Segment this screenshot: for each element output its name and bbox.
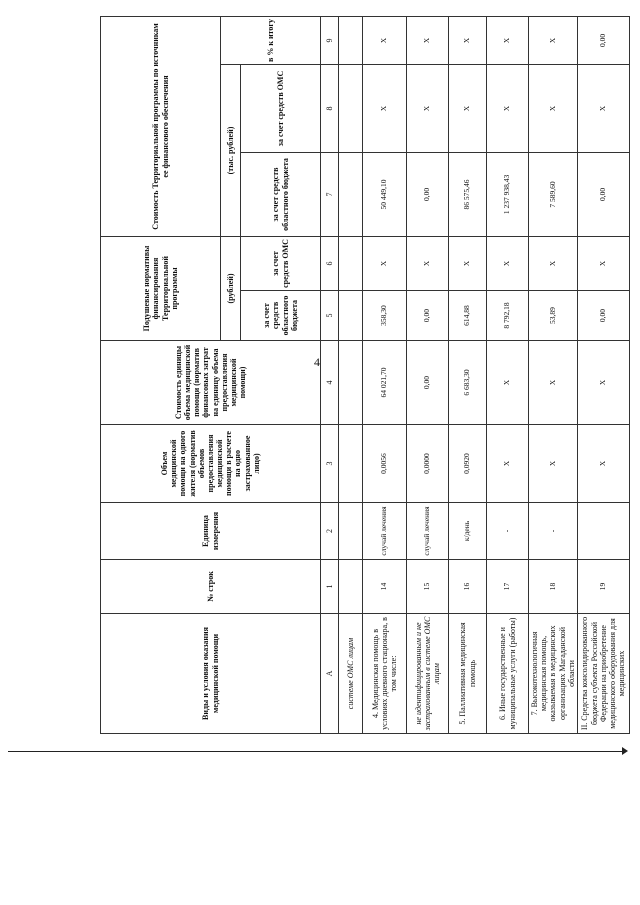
row-label: 5. Паллиативная медицинская помощь (449, 614, 487, 734)
table-row (529, 16, 578, 733)
row-cell (339, 560, 363, 614)
row-cell (339, 503, 363, 560)
program-cost-table (100, 16, 630, 734)
row-cell: 19 (577, 560, 629, 614)
page-number: 4 (314, 355, 320, 369)
index-cell: 6 (321, 236, 339, 290)
header-budget-norm: за счет средств областного бюджета (241, 291, 321, 341)
row-cell: 0,0056 (363, 425, 407, 503)
table-row (363, 16, 407, 733)
row-cell (339, 341, 363, 425)
row-cell (339, 16, 363, 64)
row-cell (339, 236, 363, 290)
row-cell: Х (487, 425, 529, 503)
table-row (449, 16, 487, 733)
row-cell: Х (529, 16, 578, 64)
row-cell: Х (577, 64, 629, 152)
header-rubles: (рублей) (221, 236, 241, 340)
row-cell: Х (487, 16, 529, 64)
row-cell: Х (529, 236, 578, 290)
row-cell: 0,0920 (449, 425, 487, 503)
row-cell: 0,0000 (407, 425, 449, 503)
header-oms-cost: за счет средств ОМС (241, 64, 321, 152)
header-budget-cost: за счет средств областного бюджета (241, 152, 321, 236)
table-row (487, 16, 529, 733)
row-cell: Х (577, 425, 629, 503)
row-cell: Х (529, 341, 578, 425)
row-cell: 18 (529, 560, 578, 614)
row-cell: 6 683,30 (449, 341, 487, 425)
row-cell: Х (577, 236, 629, 290)
row-cell: Х (407, 236, 449, 290)
row-cell: 0,00 (407, 341, 449, 425)
row-cell (339, 152, 363, 236)
row-cell: Х (529, 425, 578, 503)
row-cell (577, 503, 629, 560)
row-cell: 0,00 (577, 152, 629, 236)
rotated-table-block (100, 17, 627, 734)
index-cell: 7 (321, 152, 339, 236)
header-oms-norm: за счет средств ОМС (241, 236, 321, 290)
table-row (339, 16, 363, 733)
row-cell: 86 575,46 (449, 152, 487, 236)
row-cell (339, 291, 363, 341)
row-cell: к/день (449, 503, 487, 560)
row-cell: случай лечения (407, 503, 449, 560)
index-row (321, 16, 339, 733)
table-row (577, 16, 629, 733)
row-cell: 8 792,18 (487, 291, 529, 341)
row-label: не идентифицированным и не застрахованным в системе ОМС лицам (407, 614, 449, 734)
row-cell: - (487, 503, 529, 560)
index-cell: 1 (321, 560, 339, 614)
row-cell: 50 449,10 (363, 152, 407, 236)
row-cell: 17 (487, 560, 529, 614)
index-cell: А (321, 614, 339, 734)
row-cell: Х (449, 236, 487, 290)
row-cell: 0,00 (407, 152, 449, 236)
row-cell: Х (363, 64, 407, 152)
header-volume: Объем медицинской помощи на одного жителя (норматив объемов предоставления медицинской помощи в расчете на одно застрахованное лицо) (101, 425, 321, 503)
horizontal-rule (8, 751, 625, 752)
row-cell: Х (363, 16, 407, 64)
row-cell: Х (449, 64, 487, 152)
row-cell: 1 237 938,43 (487, 152, 529, 236)
row-cell: случай лечения (363, 503, 407, 560)
header-unit: Единица измерения (101, 503, 321, 560)
row-cell: - (529, 503, 578, 560)
row-cell: 15 (407, 560, 449, 614)
row-cell: 0,00 (577, 291, 629, 341)
index-cell: 5 (321, 291, 339, 341)
header-row-number: № строк (101, 560, 321, 614)
header-per-capita-norms: Подушевые нормативы финансирования Территориальной программы (101, 236, 221, 340)
header-thousand-rubles: (тыс. рублей) (221, 64, 241, 236)
row-cell: 53,89 (529, 291, 578, 341)
row-label: системе ОМС лицам (339, 614, 363, 734)
row-cell: 64 021,70 (363, 341, 407, 425)
index-cell: 8 (321, 64, 339, 152)
row-cell: Х (577, 341, 629, 425)
table-row (407, 16, 449, 733)
row-cell (339, 425, 363, 503)
row-label: II. Средства консолидированного бюджета субъекта Российской Федерации на приобретение медицинского оборудования для медицинских (577, 614, 629, 734)
index-cell: 3 (321, 425, 339, 503)
row-cell: 7 589,60 (529, 152, 578, 236)
row-label: 6. Иные государственные и муниципальные услуги (работы) (487, 614, 529, 734)
row-cell: Х (363, 236, 407, 290)
row-cell: Х (407, 64, 449, 152)
row-cell (339, 64, 363, 152)
index-cell: 2 (321, 503, 339, 560)
row-cell: 614,88 (449, 291, 487, 341)
index-cell: 9 (321, 16, 339, 64)
table-body (339, 16, 630, 733)
row-cell: Х (529, 64, 578, 152)
header-care-types: Виды и условия оказания медицинской помощи (101, 614, 321, 734)
header-unit-cost: Стоимость единицы объема медицинской помощи (норматив финансовых затрат на единицу объема предоставления медицинской помощи) (101, 341, 321, 425)
row-cell: Х (487, 341, 529, 425)
arrow-icon (622, 747, 628, 755)
row-cell: 0,00 (577, 16, 629, 64)
row-cell: Х (407, 16, 449, 64)
row-cell: Х (487, 236, 529, 290)
index-cell: 4 (321, 341, 339, 425)
row-label: 7. Высокотехнологичная медицинская помощь, оказываемая в медицинских организациях Магаданской области (529, 614, 578, 734)
row-cell: 358,30 (363, 291, 407, 341)
row-cell: Х (487, 64, 529, 152)
header-program-cost: Стоимость Территориальной программы по источникам ее финансового обеспечения (101, 16, 221, 236)
row-cell: 16 (449, 560, 487, 614)
row-cell: 14 (363, 560, 407, 614)
row-label: 4. Медицинская помощь в условиях дневного стационара, в том числе: (363, 614, 407, 734)
row-cell: 0,00 (407, 291, 449, 341)
row-cell: Х (449, 16, 487, 64)
header-percent: в % к итогу (221, 16, 321, 64)
